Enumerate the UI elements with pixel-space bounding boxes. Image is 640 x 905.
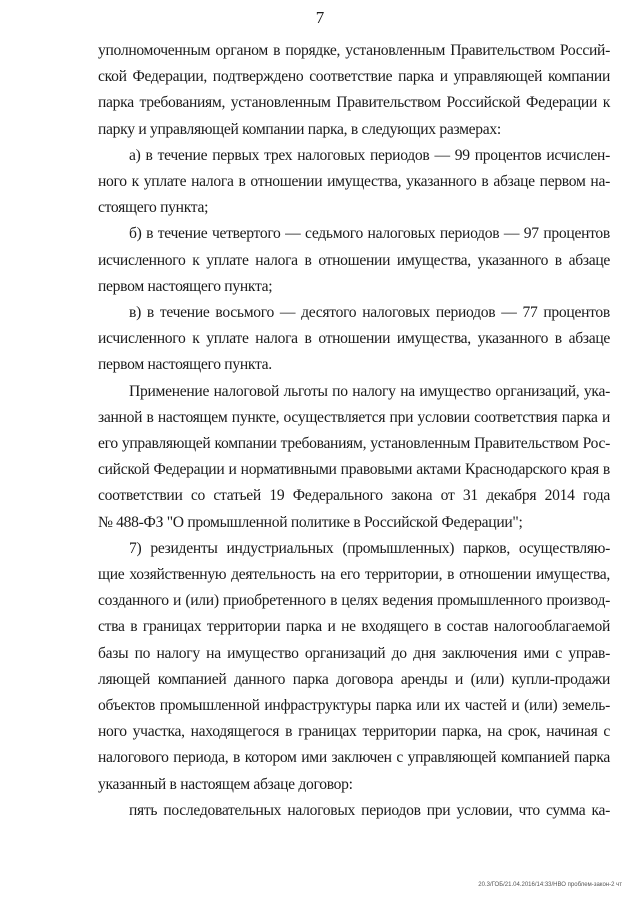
text-line: ного участка, находящегося в границах территории парка, на срок, начиная с — [98, 723, 610, 741]
text-line: первом настоящего пункта. — [98, 356, 272, 374]
text-line: пять последовательных налоговых периодов при условии, что сумма ка- — [129, 801, 610, 819]
text-line: исчисленного к уплате налога в отношении имущества, указанного в абзаце — [98, 251, 610, 269]
text-line: первом настоящего пункта; — [98, 277, 273, 295]
text-line: стоящего пункта; — [98, 199, 209, 217]
text-line: 7) резиденты индустриальных (промышленных) парков, осуществляю- — [129, 539, 610, 557]
text-line: щие хозяйственную деятельность на его территории, в отношении имущества, — [98, 566, 610, 584]
text-line: исчисленного к уплате налога в отношении имущества, указанного в абзаце — [98, 330, 610, 348]
text-line: уполномоченным органом в порядке, установленным Правительством Россий- — [98, 42, 610, 59]
text-line: ства в границах территории парка и не входящего в состав налогооблагаемой — [98, 618, 610, 636]
text-line: б) в течение четвертого — седьмого налоговых периодов — 97 процентов — [129, 225, 610, 243]
text-line: ляющей компанией данного парка договора аренды и (или) купли-продажи — [98, 670, 610, 688]
page-number: 7 — [315, 8, 325, 27]
text-line: налогового периода, в котором ими заключен с управляющей компанией парка — [98, 749, 610, 767]
text-line: соответствии со статьей 19 Федерального закона от 31 декабря 2014 года — [98, 487, 610, 505]
text-line: ской Федерации, подтверждено соответствие парка и управляющей компании — [98, 68, 610, 86]
text-line: ного к уплате налога в отношении имущества, указанного в абзаце первом на- — [98, 173, 610, 191]
text-line: указанный в настоящем абзаце договор: — [98, 775, 353, 793]
text-line: объектов промышленной инфраструктуры парка или их частей и (или) земель- — [98, 697, 610, 715]
text-line: парка требованиям, установленным Правительством Российской Федерации к — [98, 94, 610, 112]
text-line: его управляющей компании требованиям, установленным Правительством Рос- — [98, 435, 610, 453]
footer-stamp: 20.3/ГОБ/21.04.2016/14:33/НВО проблем-закон-2 чт — [478, 882, 622, 888]
text-line: Применение налоговой льготы по налогу на имущество организаций, ука- — [129, 382, 610, 400]
text-line: созданного и (или) приобретенного в целях ведения промышленного производ- — [98, 592, 610, 610]
text-line: а) в течение первых трех налоговых периодов — 99 процентов исчислен- — [129, 146, 610, 164]
text-line: сийской Федерации и нормативными правовыми актами Краснодарского края в — [98, 461, 610, 479]
text-line: занной в настоящем пункте, осуществляется при условии соответствия парка и — [98, 408, 610, 426]
text-line: парку и управляющей компании парка, в следующих размерах: — [98, 120, 501, 138]
text-line: базы по налогу на имущество организаций до дня заключения ими с управ- — [98, 644, 610, 662]
text-line: в) в течение восьмого — десятого налоговых периодов — 77 процентов — [129, 304, 610, 322]
document-body — [98, 38, 610, 824]
text-line: № 488-ФЗ "О промышленной политике в Российской Федерации"; — [98, 513, 523, 531]
